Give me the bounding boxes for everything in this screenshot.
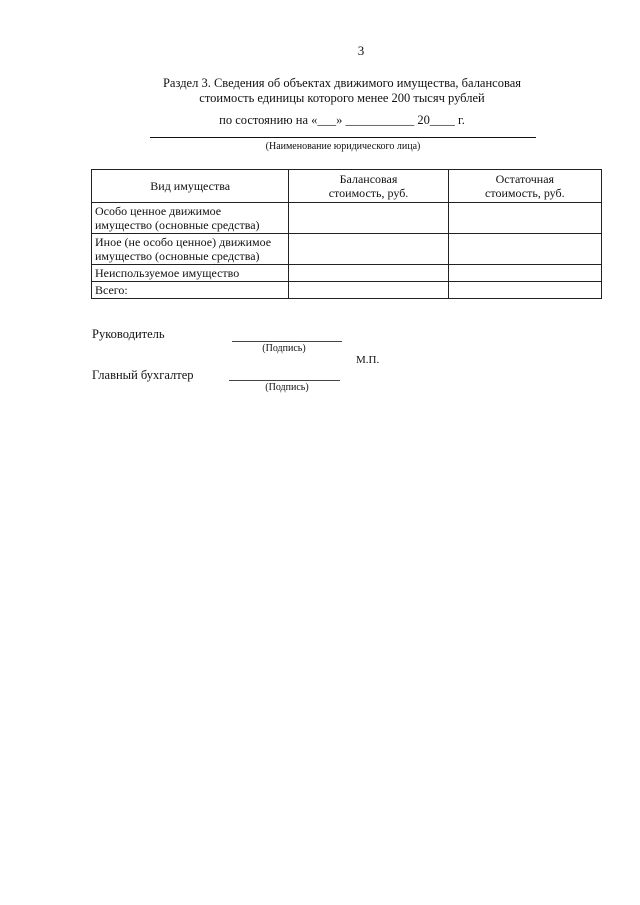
row-label-line-1: Иное (не особо ценное) движимое xyxy=(95,235,272,249)
balance-value-cell[interactable] xyxy=(289,234,448,265)
residual-total-cell[interactable] xyxy=(448,282,601,299)
organization-name-caption: (Наименование юридического лица) xyxy=(265,141,421,152)
residual-value-cell[interactable] xyxy=(448,234,601,265)
table-row xyxy=(92,203,602,234)
header-balance-value-line-1: Балансовая xyxy=(339,172,398,186)
header-residual-value xyxy=(448,170,601,203)
as-of-date-line: по состоянию на «___» ___________ 20____ г. xyxy=(219,113,465,127)
header-balance-value-line-2: стоимость, руб. xyxy=(328,186,409,200)
section-title-line-1: Раздел 3. Сведения об объектах движимого имущества, балансовая xyxy=(162,76,522,90)
table-row xyxy=(92,234,602,265)
header-asset-type: Вид имущества xyxy=(92,170,289,203)
residual-value-cell[interactable] xyxy=(448,265,601,282)
page-number: 3 xyxy=(357,43,365,58)
stamp-placeholder: М.П. xyxy=(356,354,380,366)
row-label-line-1: Особо ценное движимое xyxy=(95,204,222,218)
row-label xyxy=(92,234,289,265)
section-title-line-2: стоимость единицы которого менее 200 тысяч рублей xyxy=(199,91,485,105)
chief-accountant-signature-line[interactable] xyxy=(229,380,340,381)
table-row xyxy=(92,265,602,282)
head-label: Руководитель xyxy=(92,327,165,341)
balance-total-cell[interactable] xyxy=(289,282,448,299)
head-signature-line[interactable] xyxy=(232,341,342,342)
total-label: Всего: xyxy=(92,282,289,299)
table-header-row xyxy=(92,170,602,203)
header-residual-value-line-1: Остаточная xyxy=(495,172,555,186)
header-residual-value-line-2: стоимость, руб. xyxy=(485,186,565,200)
section-title xyxy=(92,76,592,106)
chief-accountant-label: Главный бухгалтер xyxy=(92,368,194,382)
balance-value-cell[interactable] xyxy=(289,203,448,234)
chief-accountant-signature-caption: (Подпись) xyxy=(265,382,309,393)
row-label xyxy=(92,203,289,234)
assets-table xyxy=(91,169,602,299)
header-balance-value xyxy=(289,170,448,203)
organization-name-line xyxy=(150,137,536,138)
table-total-row xyxy=(92,282,602,299)
balance-value-cell[interactable] xyxy=(289,265,448,282)
row-label-line-2: имущество (основные средства) xyxy=(95,218,260,232)
residual-value-cell[interactable] xyxy=(448,203,601,234)
row-label: Неиспользуемое имущество xyxy=(92,265,289,282)
head-signature-caption: (Подпись) xyxy=(262,343,306,354)
row-label-line-2: имущество (основные средства) xyxy=(95,249,260,263)
